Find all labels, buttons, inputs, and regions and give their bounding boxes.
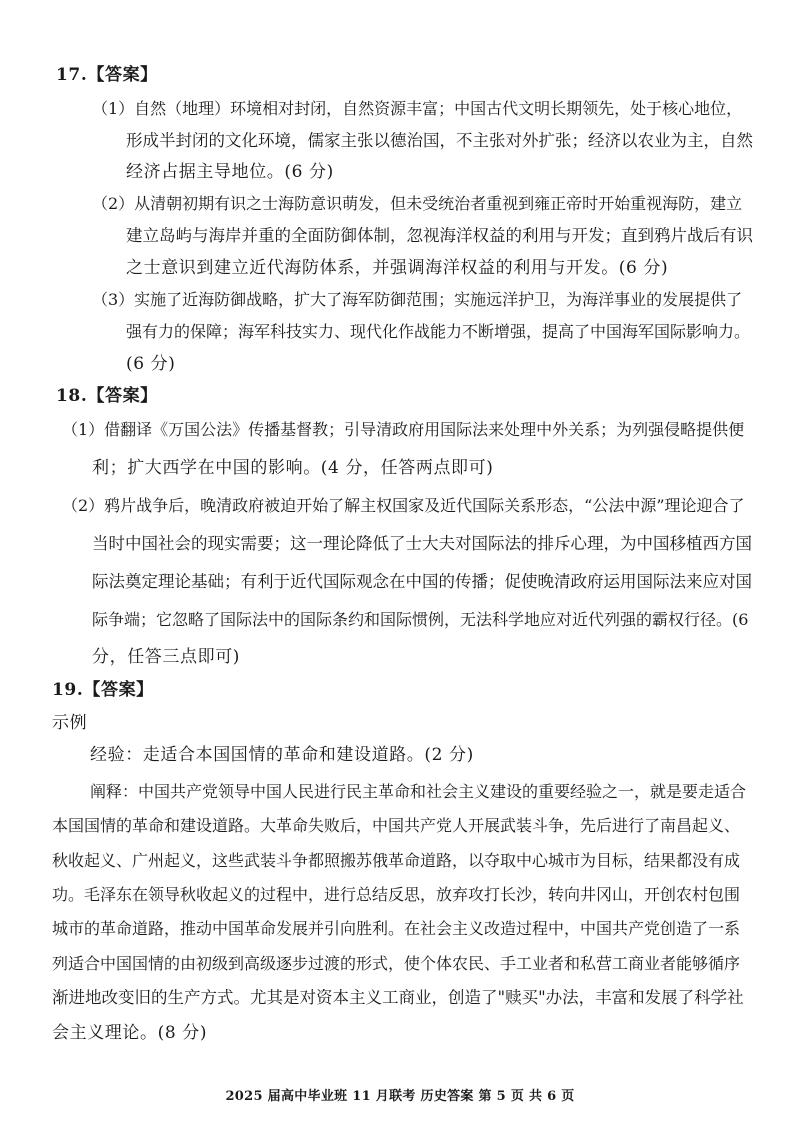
q18-line-3: （2）鸦片战争后，晚清政府被迫开始了解主权国家及近代国际关系形态，“公法中源”理论迎合了 xyxy=(62,496,745,515)
q17-line-7: （3）实施了近海防御战略，扩大了海军防御范围；实施远洋护卫，为海洋事业的发展提供了 xyxy=(92,290,743,309)
q17-line-6: 之士意识到建立近代海防体系，并强调海洋权益的利用与开发。(6 分) xyxy=(126,258,669,278)
q19-line-1: 经验：走适合本国国情的革命和建设道路。(2 分) xyxy=(90,745,474,765)
q17-line-4: （2）从清朝初期有识之士海防意识萌发，但未受统治者重视到雍正帝时开始重视海防，建立 xyxy=(92,194,743,213)
q19-line-2: 阐释：中国共产党领导中国人民进行民主革命和社会主义建设的重要经验之一，就是要走适合 xyxy=(90,782,747,801)
q19-line-6: 城市的革命道路，推动中国革命发展并引向胜利。在社会主义改造过程中，中国共产党创造了一系 xyxy=(52,919,741,938)
q17-line-1: （1）自然（地理）环境相对封闭，自然资源丰富；中国古代文明长期领先，处于核心地位， xyxy=(92,99,743,118)
page-footer: 2025 届高中毕业班 11 月联考 历史答案 第 5 页 共 6 页 xyxy=(225,1089,575,1104)
q17-heading: 17.【答案】 xyxy=(56,65,158,85)
q17-line-5: 建立岛屿与海岸并重的全面防御体制，忽视海洋权益的利用与开发；直到鸦片战后有识 xyxy=(126,226,753,245)
q19-line-7: 列适合中国国情的由初级到高级逐步过渡的形式，使个体农民、手工业者和私营工商业者能够循序 xyxy=(52,954,741,973)
q17-line-9: (6 分) xyxy=(126,354,176,374)
q18-line-6: 际争端；它忽略了国际法中的国际条约和国际惯例，无法科学地应对近代列强的霸权行径。(6 xyxy=(92,610,749,629)
q19-line-3: 本国国情的革命和建设道路。大革命失败后，中国共产党人开展武装斗争，先后进行了南昌起义、 xyxy=(52,816,741,835)
q19-line-9: 会主义理论。(8 分) xyxy=(52,1023,208,1043)
q18-line-1: （1）借翻译《万国公法》传播基督教；引导清政府用国际法来处理中外关系；为列强侵略提供便 xyxy=(62,420,745,439)
q18-line-7: 分，任答三点即可) xyxy=(92,647,241,667)
q19-line-4: 秋收起义、广州起义，这些武装斗争都照搬苏俄革命道路，以夺取中心城市为目标，结果都没有成 xyxy=(52,851,741,870)
q19-heading: 19.【答案】 xyxy=(52,680,154,700)
q17-line-2: 形成半封闭的文化环境，儒家主张以德治国，不主张对外扩张；经济以农业为主，自然 xyxy=(126,131,753,150)
q18-line-2: 利；扩大西学在中国的影响。(4 分，任答两点即可) xyxy=(92,458,494,478)
q19-line-8: 渐进地改变旧的生产方式。尤其是对资本主义工商业，创造了"赎买"办法，丰富和发展了科学社 xyxy=(52,988,744,1007)
q19-line-5: 功。毛泽东在领导秋收起义的过程中，进行总结反思，放弃攻打长沙，转向井冈山，开创农村包围 xyxy=(52,885,741,904)
q18-line-4: 当时中国社会的现实需要；这一理论降低了士大夫对国际法的排斥心理，为中国移植西方国 xyxy=(92,534,752,553)
q18-line-5: 际法奠定理论基础；有利于近代国际观念在中国的传播；促使晚清政府运用国际法来应对国 xyxy=(92,572,752,591)
q18-heading: 18.【答案】 xyxy=(56,386,158,406)
q19-example-label: 示例 xyxy=(52,713,88,733)
q17-line-3: 经济占据主导地位。(6 分) xyxy=(126,162,334,182)
q17-line-8: 强有力的保障；海军科技实力、现代化作战能力不断增强，提高了中国海军国际影响力。 xyxy=(126,322,751,341)
